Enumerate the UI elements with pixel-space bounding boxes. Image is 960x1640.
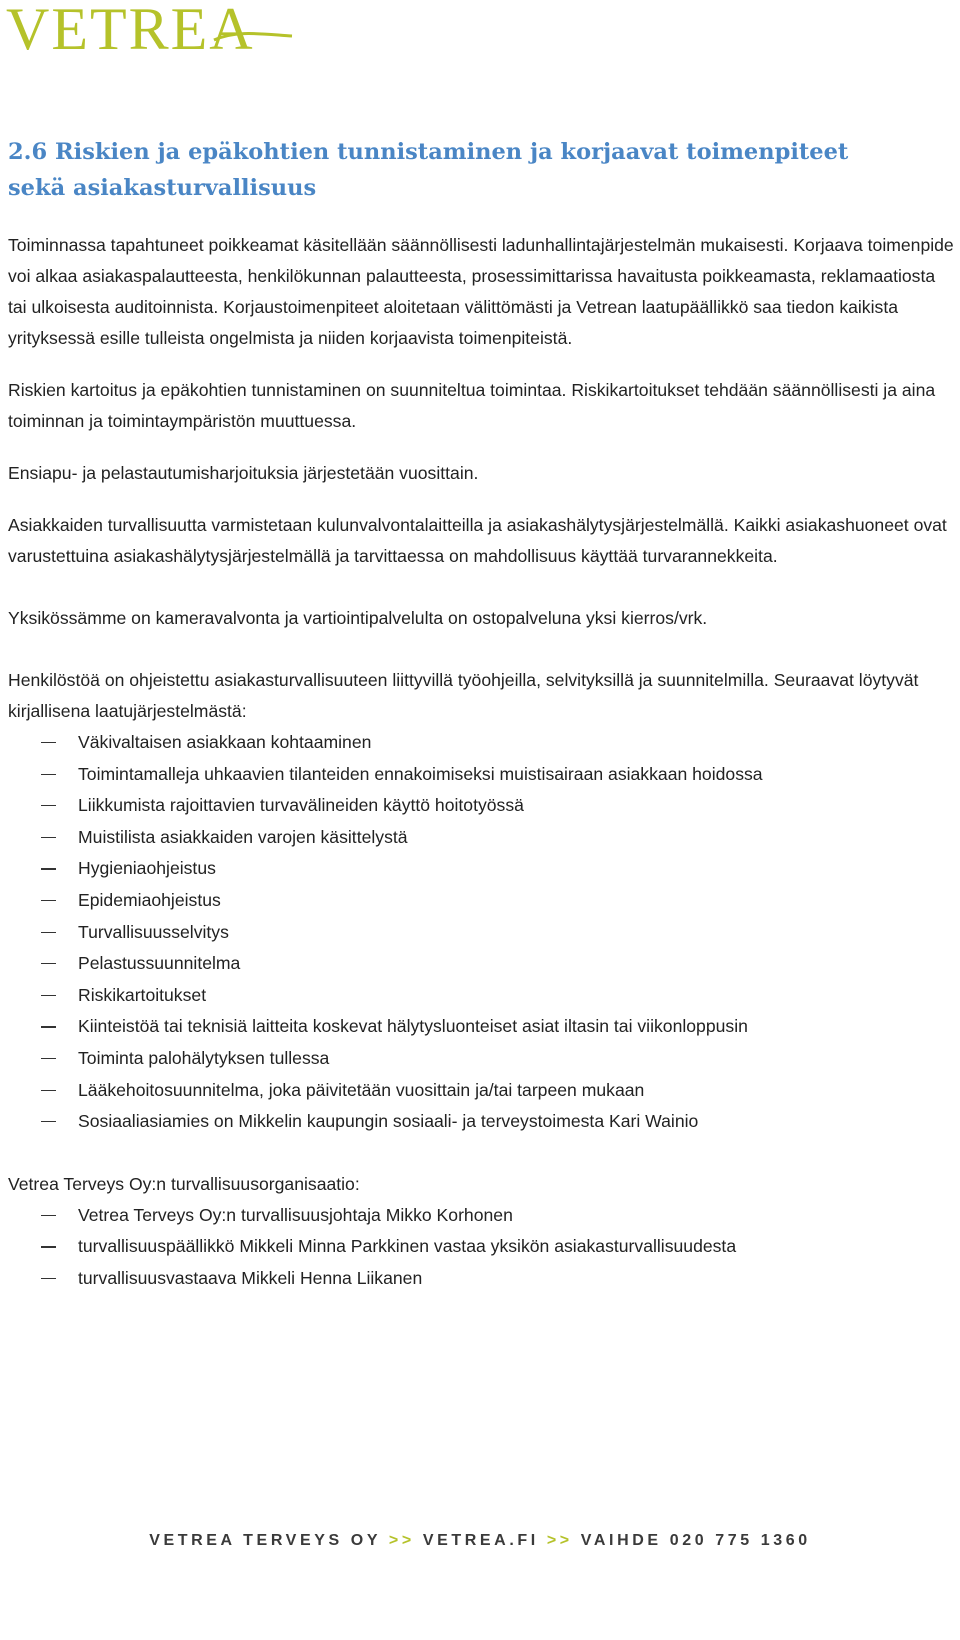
dash-bullet-icon [41,932,56,933]
documents-list [8,727,958,1138]
footer-website: VETREA.FI [422,1532,539,1549]
list-item: Turvallisuusselvitys [8,917,958,949]
paragraph-surveillance: Yksikössämme on kameravalvonta ja vartiointipalvelulta on ostopalveluna yksi kierros/vrk. [8,608,708,628]
dash-bullet-icon [41,1246,56,1247]
page-footer [0,1532,960,1550]
dash-bullet-icon [41,837,56,838]
paragraph-first-aid: Ensiapu- ja pelastautumisharjoituksia järjestetään vuosittain. [8,463,479,483]
list-item: Väkivaltaisen asiakkaan kohtaaminen [8,727,958,759]
dash-bullet-icon [41,774,56,775]
logo-wordmark: VETREA [6,0,255,62]
footer-phone: VAIHDE 020 775 1360 [580,1532,811,1549]
vetrea-logo [6,0,296,62]
list-item: turvallisuusvastaava Mikkeli Henna Liikanen [8,1263,958,1295]
document-body [8,230,958,1295]
list-item: Vetrea Terveys Oy:n turvallisuusjohtaja Mikko Korhonen [8,1200,958,1232]
list-item: Toimintamalleja uhkaavien tilanteiden ennakoimiseksi muistisairaan asiakkaan hoidossa [8,759,958,791]
logo-swoosh-icon [206,0,296,58]
dash-bullet-icon [41,805,56,806]
footer-separator: >> [388,1532,415,1549]
footer-company: VETREA TERVEYS OY [149,1532,381,1549]
dash-bullet-icon [41,963,56,964]
dash-bullet-icon [41,1026,56,1027]
list-item: Lääkehoitosuunnitelma, joka päivitetään vuosittain ja/tai tarpeen mukaan [8,1075,958,1107]
list-item: Pelastussuunnitelma [8,948,958,980]
paragraph-client-safety: Asiakkaiden turvallisuutta varmistetaan kulunvalvontalaitteilla ja asiakashälytysjärjestelmällä. Kaikki asiakashuoneet ovat varustettuina asiakashälytysjärjestelmällä ja tarvittaessa on mahdollisuus käyttää turvarannekkeita. [8,515,947,566]
dash-bullet-icon [41,1058,56,1059]
dash-bullet-icon [41,1278,56,1279]
paragraph-org-intro: Vetrea Terveys Oy:n turvallisuusorganisaatio: [8,1173,360,1194]
dash-bullet-icon [41,1121,56,1122]
dash-bullet-icon [41,868,56,869]
section-heading: 2.6 Riskien ja epäkohtien tunnistaminen ja korjaavat toimenpiteet sekä asiakasturvallisuus [8,139,849,201]
paragraph-deviations: Toiminnassa tapahtuneet poikkeamat käsitellään säännöllisesti ladunhallintajärjestelmän mukaisesti. Korjaava toimenpide voi alkaa asiakaspalautteesta, henkilökunnan palautteesta, prosessimittarissa havaitusta poikkeamasta, reklamaatiosta tai ulkoisesta auditoinnista. Korjaustoimenpiteet aloitetaan välittömästi ja Vetrean laatupäällikkö saa tiedon kaikista yrityksessä esille tulleista ongelmista ja niiden korjaavista toimenpiteistä. [8,235,954,348]
list-item: turvallisuuspäällikkö Mikkeli Minna Parkkinen vastaa yksikön asiakasturvallisuudesta [8,1231,958,1263]
list-item: Toiminta palohälytyksen tullessa [8,1043,958,1075]
list-item: Kiinteistöä tai teknisiä laitteita koskevat hälytysluonteiset asiat iltasin tai viikonloppusin [8,1011,958,1043]
dash-bullet-icon [41,1090,56,1091]
dash-bullet-icon [41,742,56,743]
dash-bullet-icon [41,1215,56,1216]
dash-bullet-icon [41,995,56,996]
list-item: Hygieniaohjeistus [8,853,958,885]
org-list [8,1200,958,1295]
list-item: Liikkumista rajoittavien turvavälineiden käyttö hoitotyössä [8,790,958,822]
list-item: Muistilista asiakkaiden varojen käsittelystä [8,822,958,854]
list-item: Epidemiaohjeistus [8,885,958,917]
dash-bullet-icon [41,900,56,901]
footer-separator: >> [546,1532,573,1549]
list-item: Riskikartoitukset [8,980,958,1012]
list-item: Sosiaaliasiamies on Mikkelin kaupungin sosiaali- ja terveystoimesta Kari Wainio [8,1106,958,1138]
paragraph-staff-instructions: Henkilöstöä on ohjeistettu asiakasturvallisuuteen liittyvillä työohjeilla, selvityksillä ja suunnitelmilla. Seuraavat löytyvät kirjallisena laatujärjestelmästä: [8,670,919,721]
paragraph-risk-mapping: Riskien kartoitus ja epäkohtien tunnistaminen on suunniteltua toimintaa. Riskikartoitukset tehdään säännöllisesti ja aina toiminnan ja toimintaympäristön muuttuessa. [8,380,936,431]
